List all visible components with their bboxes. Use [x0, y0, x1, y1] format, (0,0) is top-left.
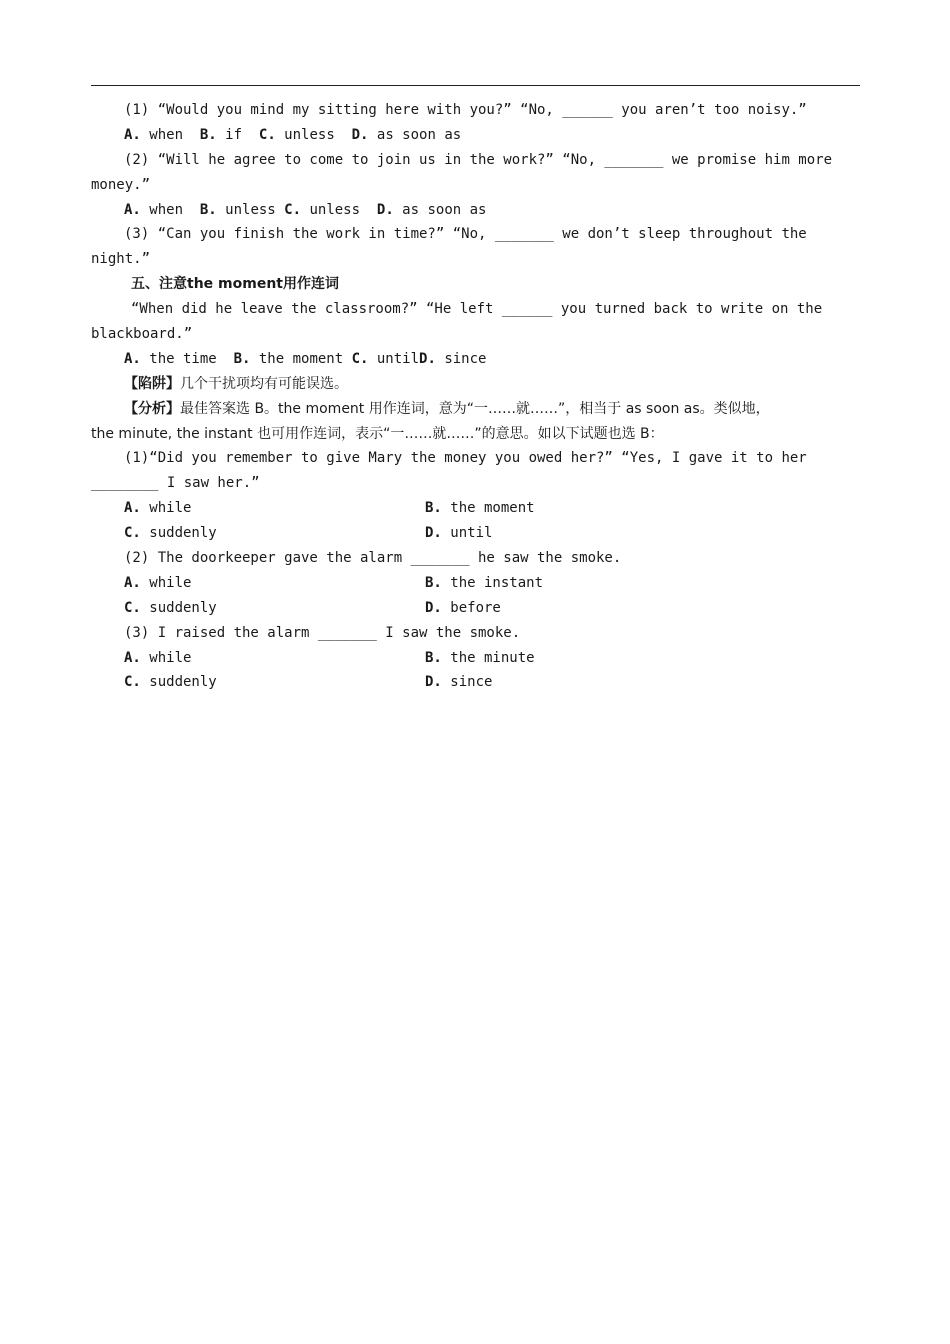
section-title: 五、注意the moment用作连词: [131, 276, 339, 293]
question-1-1-options: A. when B. if C. unless D. as soon as: [124, 126, 462, 143]
question-3-1-cont: ________ I saw her.”: [91, 475, 260, 492]
question-3-2-options-cd: C. suddenly D. before: [124, 599, 501, 616]
question-3-1: (1)“Did you remember to give Mary the money you owed her?” “Yes, I gave it to her: [124, 450, 807, 467]
question-3-1-options-ab: A. while B. the moment: [124, 500, 535, 517]
question-3-2-options-ab: A. while B. the instant: [124, 574, 544, 591]
question-1-3: (3) “Can you finish the work in time?” “No, _______ we don’t sleep throughout the: [124, 226, 807, 243]
question-3-1-options-cd: C. suddenly D. until: [124, 525, 493, 542]
question-1-2-cont: money.”: [91, 176, 151, 193]
document-body: [91, 98, 860, 695]
question-1-1: (1) “Would you mind my sitting here with you?” “No, ______ you aren’t too noisy.”: [124, 102, 807, 118]
question-3-3: (3) I raised the alarm _______ I saw the smoke.: [124, 624, 521, 641]
question-3-3-options-cd: C. suddenly D. since: [124, 674, 493, 691]
question-1-2-options: A. when B. unless C. unless D. as soon as: [124, 201, 487, 218]
question-2: “When did he leave the classroom?” “He left ______ you turned back to write on the: [131, 301, 823, 318]
question-2-cont: blackboard.”: [91, 326, 193, 343]
question-1-2: (2) “Will he agree to come to join us in the work?” “No, _______ we promise him more: [124, 151, 833, 168]
analysis-note: 【分析】最佳答案选 B。the moment 用作连词，意为“一……就……”，相当于 as soon as。类似地，: [124, 400, 770, 417]
question-3-2: (2) The doorkeeper gave the alarm _______ he saw the smoke.: [124, 550, 622, 567]
header-rule: [91, 85, 860, 86]
trap-note: 【陷阱】几个干扰项均有可能误选。: [124, 375, 348, 392]
analysis-note-cont: the minute, the instant 也可用作连词，表示“一……就……”的意思。如以下试题也选 B：: [91, 425, 664, 442]
question-3-3-options-ab: A. while B. the minute: [124, 649, 535, 666]
question-1-3-cont: night.”: [91, 251, 151, 268]
question-2-options: A. the time B. the moment C. untilD. since: [124, 350, 487, 367]
